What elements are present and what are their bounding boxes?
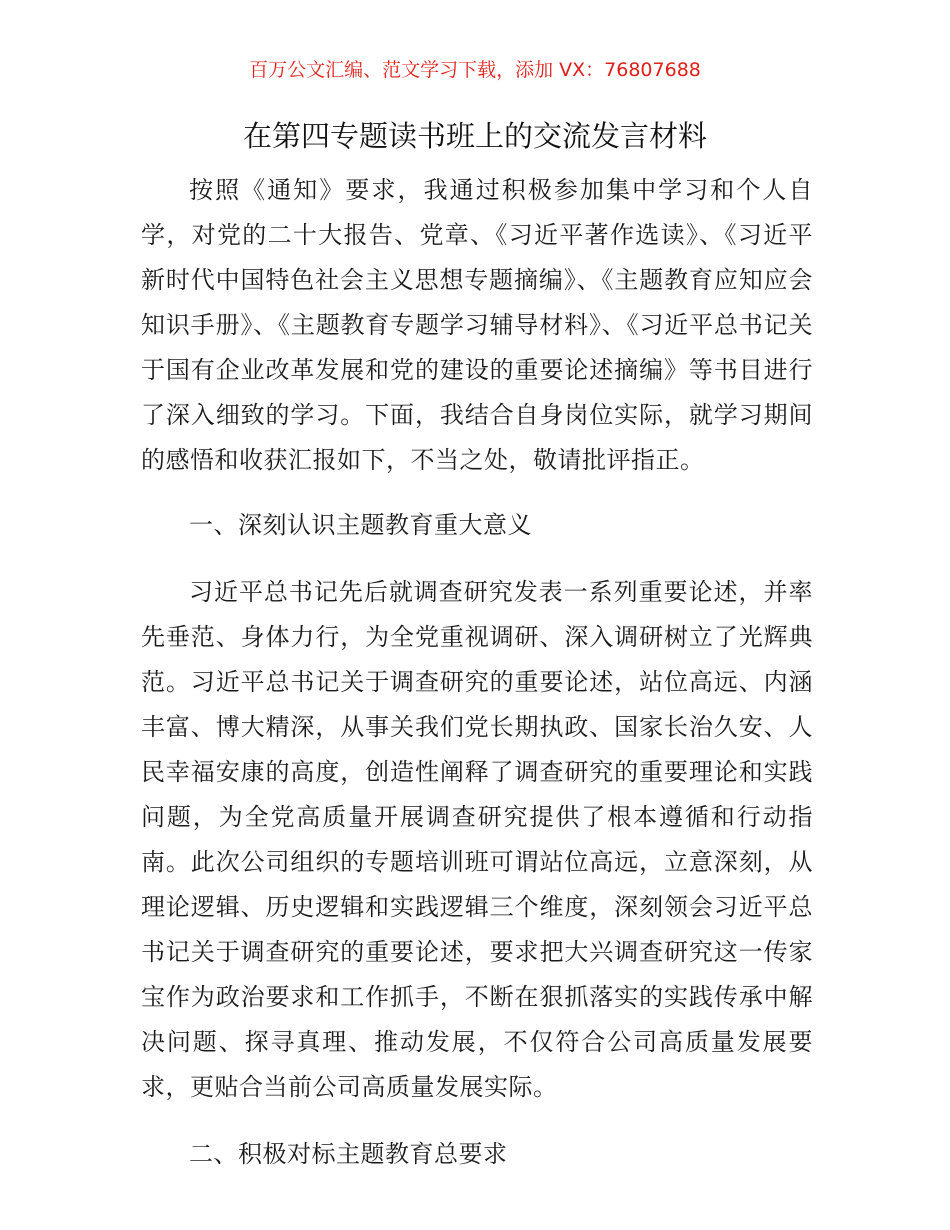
- document-body: [141, 168, 813, 1177]
- watermark-header: 百万公文汇编、范文学习下载，添加 VX：76807688: [249, 59, 701, 81]
- document-title: 在第四专题读书班上的交流发言材料: [242, 119, 707, 153]
- section-2-heading: 二、积极对标主题教育总要求: [189, 1140, 508, 1168]
- section-1-heading: 一、深刻认识主题教育重大意义: [189, 511, 532, 539]
- intro-paragraph: 按照《通知》要求，我通过积极参加集中学习和个人自学，对党的二十大报告、党章、《习近平著作选读》、《习近平新时代中国特色社会主义思想专题摘编》、《主题教育应知应会知识手册》、《主题教育专题学习辅导材料》、《习近平总书记关于国有企业改革发展和党的建设的重要论述摘编》等书目进行了深入细致的学习。下面，我结合自身岗位实际，就学习期间的感悟和收获汇报如下，不当之处，敬请批评指正。: [141, 176, 813, 474]
- section-1-paragraph: 习近平总书记先后就调查研究发表一系列重要论述，并率先垂范、身体力行，为全党重视调研、深入调研树立了光辉典范。习近平总书记关于调查研究的重要论述，站位高远、内涵丰富、博大精深，从事关我们党长期执政、国家长治久安、人民幸福安康的高度，创造性阐释了调查研究的重要理论和实践问题，为全党高质量开展调查研究提供了根本遵循和行动指南。此次公司组织的专题培训班可谓站位高远，立意深刻，从理论逻辑、历史逻辑和实践逻辑三个维度，深刻领会习近平总书记关于调查研究的重要论述，要求把大兴调查研究这一传家宝作为政治要求和工作抓手，不断在狠抓落实的实践传承中解决问题、探寻真理、推动发展，不仅符合公司高质量发展要求，更贴合当前公司高质量发展实际。: [141, 578, 813, 1101]
